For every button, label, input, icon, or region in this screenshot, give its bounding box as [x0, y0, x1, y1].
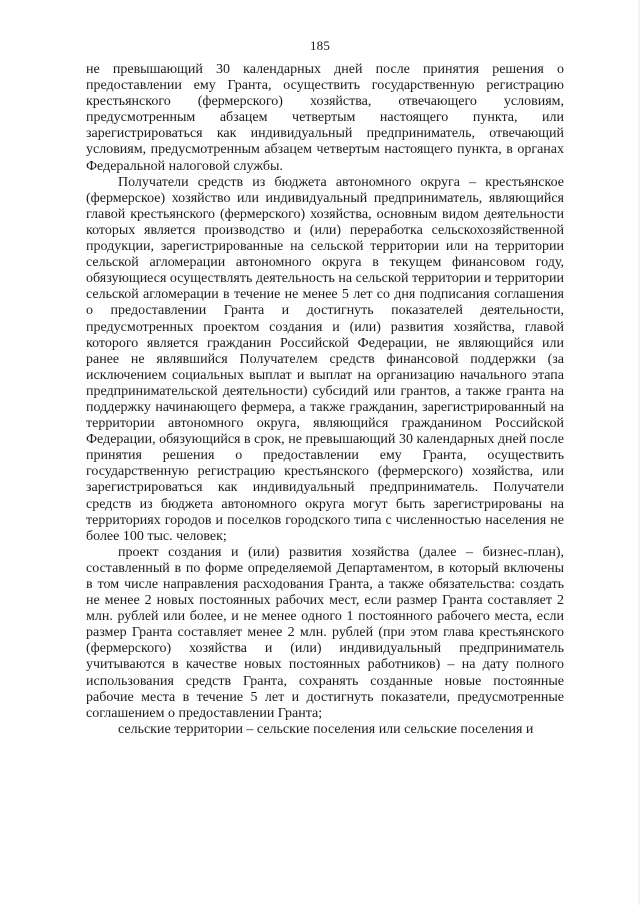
- paragraph-business-plan: проект создания и (или) развития хозяйства (далее – бизнес-план), составленный в по форме определяемой Департаментом, в который включены в том числе направления расходования Гранта, а также обязательства: создать не менее 2 новых постоянных рабочих мест, если размер Гранта составляет 2 млн. рублей или более, и не менее одного 1 постоянного рабочего места, если размер Гранта составляет менее 2 млн. рублей (при этом глава крестьянского (фермерского) хозяйства и (или) индивидуальный предприниматель учитываются в качестве новых постоянных работников) – на дату полного использования средств Гранта, сохранять созданные новые постоянные рабочие места в течение 5 лет и достигнуть показатели, предусмотренные соглашением о предоставлении Гранта;: [86, 544, 564, 721]
- paragraph-continuation: не превышающий 30 календарных дней после принятия решения о предоставлении ему Гранта, осуществить государственную регистрацию крестьянского (фермерского) хозяйства, отвечающего условиям, предусмотренным абзацем четвертым настоящего пункта, или зарегистрироваться как индивидуальный предприниматель, отвечающий условиям, предусмотренным абзацем четвертым настоящего пункта, в органах Федеральной налоговой службы.: [86, 62, 564, 174]
- paragraph-rural-territories: сельские территории – сельские поселения или сельские поселения и: [118, 721, 534, 737]
- paragraph-recipients: Получатели средств из бюджета автономного округа – крестьянское (фермерское) хозяйство или индивидуальный предприниматель, являющийся главой крестьянского (фермерского) хозяйства, основным видом деятельности которых является производство и (или) переработка сельскохозяйственной продукции, зарегистрированные на сельской территории или на территории сельской агломерации автономного округа в текущем финансовом году, обязующиеся осуществлять деятельность на сельской территории и территории сельской агломерации в течение не менее 5 лет со дня подписания соглашения о предоставлении Гранта и достигнуть показателей деятельности, предусмотренных проектом создания и (или) развития хозяйства, главой которого является гражданин Российской Федерации, не являющийся или ранее не являвшийся Получателем средств финансовой поддержки (за исключением социальных выплат и выплат на организацию начального этапа предпринимательской деятельности) субсидий или грантов, а также гранта на поддержку начинающего фермера, а также гражданин, зарегистрированный на территории автономного округа, являющийся гражданином Российской Федерации, обязующийся в срок, не превышающий 30 календарных дней после принятия решения о предоставлении ему Гранта, осуществить государственную регистрацию крестьянского (фермерского) хозяйства, или зарегистрироваться как индивидуальный предприниматель. Получатели средств из бюджета автономного округа могут быть зарегистрированы на территориях городов и поселков городского типа с численностью населения не более 100 тыс. человек;: [86, 174, 564, 544]
- page-number: 185: [309, 38, 331, 53]
- document-body: [86, 62, 564, 738]
